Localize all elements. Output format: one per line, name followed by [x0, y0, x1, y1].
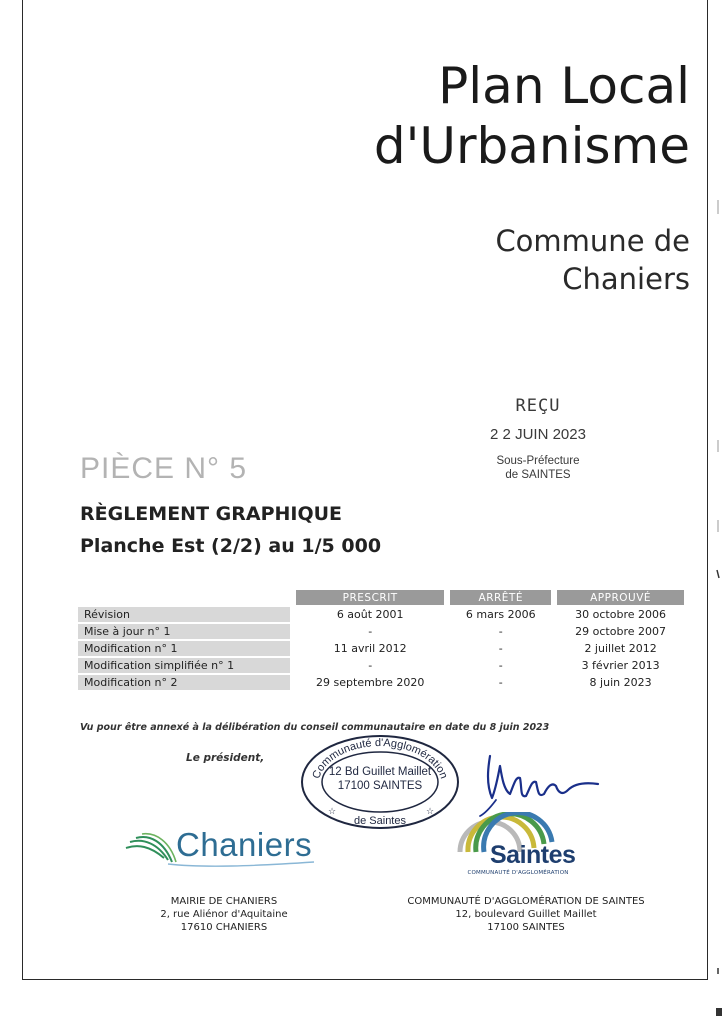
cell-prescrit: 29 septembre 2020 — [316, 676, 425, 689]
cell-arrete: 6 mars 2006 — [465, 608, 536, 621]
seal-address-line-2: 17100 SAINTES — [337, 780, 423, 792]
subtitle-line-1: Commune de — [495, 224, 690, 258]
cell-prescrit: - — [368, 659, 373, 672]
commune-name — [495, 222, 690, 298]
agglomeration-address-line-2: 12, boulevard Guillet Maillet — [455, 909, 597, 920]
cell-arrete: - — [498, 625, 503, 638]
cell-approuve: 8 juin 2023 — [589, 676, 652, 689]
mairie-address-line-3: 17610 CHANIERS — [180, 922, 268, 933]
cell-prescrit: 6 août 2001 — [336, 608, 404, 621]
saintes-logo-text: Saintes — [490, 841, 576, 869]
table-row — [78, 641, 684, 656]
reglement-line-2: Planche Est (2/2) au 1/5 000 — [80, 535, 382, 557]
row-label: Modification simplifiée n° 1 — [78, 658, 290, 673]
table-row — [78, 624, 684, 639]
row-label: Mise à jour n° 1 — [78, 624, 290, 639]
document-title — [374, 56, 690, 176]
cell-approuve: 30 octobre 2006 — [575, 608, 666, 621]
president-signature — [476, 748, 606, 818]
mairie-address — [124, 895, 324, 934]
stamp-date: 2 2 JUIN 2023 — [490, 426, 586, 443]
chaniers-logo-text: Chaniers — [176, 826, 313, 863]
mairie-address-line-1: MAIRIE DE CHANIERS — [170, 896, 278, 907]
mairie-address-line-2: 2, rue Aliénor d'Aquitaine — [160, 909, 288, 920]
agglomeration-address-line-3: 17100 SAINTES — [487, 922, 565, 933]
seal-address — [300, 734, 460, 830]
title-line-2: d'Urbanisme — [373, 117, 690, 175]
cell-arrete: - — [498, 676, 503, 689]
seal-star-icon: ☆ — [426, 807, 435, 817]
piece-number: PIÈCE N° 5 — [80, 452, 248, 485]
cell-approuve: 29 octobre 2007 — [575, 625, 666, 638]
row-label: Modification n° 2 — [78, 675, 290, 690]
reglement-heading — [80, 498, 381, 562]
table-row — [78, 675, 684, 690]
stamp-office-line-2: de SAINTES — [505, 469, 571, 481]
table-row — [78, 607, 684, 622]
header-approuve: APPROUVÉ — [557, 590, 684, 605]
stamp-received: REÇU — [515, 396, 561, 416]
seal-bottom-text: de Saintes — [354, 815, 406, 827]
cell-approuve: 3 février 2013 — [581, 659, 660, 672]
header-prescrit: PRESCRIT — [296, 590, 444, 605]
row-label: Modification n° 1 — [78, 641, 290, 656]
agglomeration-address-line-1: COMMUNAUTÉ D'AGGLOMÉRATION DE SAINTES — [407, 896, 645, 907]
cell-prescrit: 11 avril 2012 — [333, 642, 407, 655]
stamp-office — [448, 454, 628, 482]
cell-approuve: 2 juillet 2012 — [584, 642, 657, 655]
president-label: Le président, — [186, 752, 265, 764]
agglomeration-address — [396, 895, 656, 934]
cell-arrete: - — [498, 659, 503, 672]
table-row — [78, 658, 684, 673]
table-header-row — [78, 590, 684, 605]
scan-edge-marks — [712, 0, 724, 1024]
procedure-table — [78, 588, 684, 692]
seal-top-text: Communauté d'Agglomération — [310, 736, 450, 781]
cell-arrete: - — [498, 642, 503, 655]
reglement-line-1: RÈGLEMENT GRAPHIQUE — [80, 503, 343, 525]
cell-prescrit: - — [368, 625, 373, 638]
saintes-logo-subtitle: COMMUNAUTÉ D'AGGLOMÉRATION — [467, 870, 569, 876]
annex-note: Vu pour être annexé à la délibération du conseil communautaire en date du 8 juin 2023 — [80, 722, 550, 733]
title-line-1: Plan Local — [438, 57, 690, 115]
seal-star-icon: ☆ — [328, 807, 337, 817]
reception-stamp — [448, 392, 628, 492]
stamp-office-line-1: Sous-Préfecture — [496, 455, 580, 467]
header-arrete: ARRÊTÉ — [450, 590, 551, 605]
subtitle-line-2: Chaniers — [562, 262, 690, 296]
seal-address-line-1: 12 Bd Guillet Maillet — [328, 766, 432, 778]
row-label: Révision — [78, 607, 290, 622]
